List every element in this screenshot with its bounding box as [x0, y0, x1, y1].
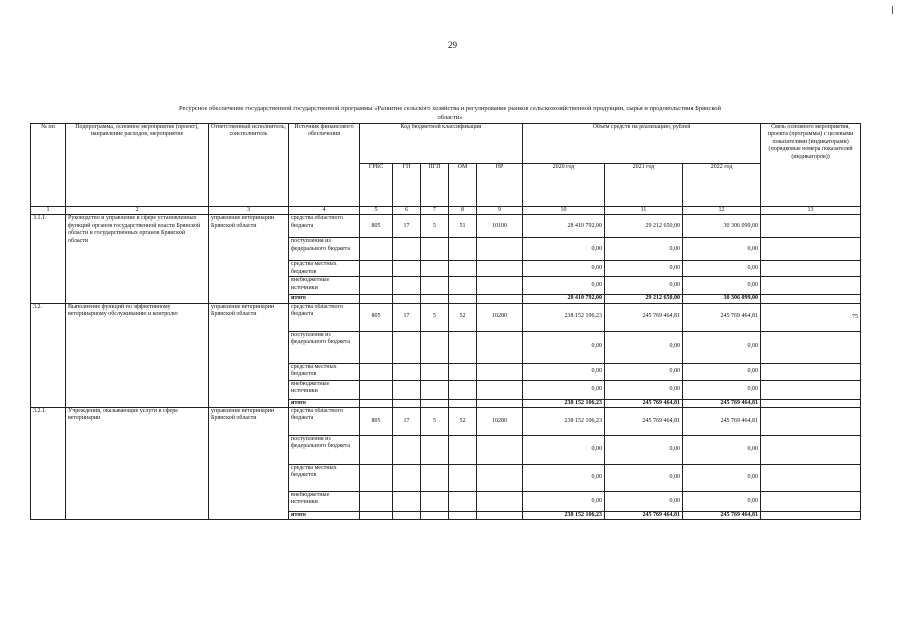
- budget-code-pgp: [421, 492, 449, 512]
- row-number: 3.1.1.: [31, 215, 66, 303]
- responsible-executor: управление ветеринарии Брянской области: [209, 408, 289, 520]
- amount-2020: 28 410 792,00: [523, 215, 605, 238]
- budget-code-grbs: 805: [360, 215, 393, 238]
- amount-2022: 245 769 464,81: [683, 399, 761, 407]
- document-title: Ресурсное обеспечение государственной государственной программы «Развитие сельского хозяйства и регулирование рынков сельскохозяйственной продукции, сырья и продовольствия Брянской области»: [178, 105, 722, 121]
- header-responsible: Ответственный исполнитель, соисполнитель: [209, 124, 289, 207]
- table-row: [31, 215, 861, 238]
- header-nr: НР: [477, 164, 523, 207]
- budget-code-grbs: [360, 331, 393, 363]
- amount-2022: 0,00: [683, 492, 761, 512]
- budget-code-om: [449, 238, 477, 261]
- budget-code-nr: [477, 238, 523, 261]
- amount-2021: 245 769 464,81: [605, 512, 683, 520]
- amount-2022: 0,00: [683, 465, 761, 492]
- budget-code-om: [449, 261, 477, 277]
- measure-name: Выполнение функций по эффективному ветеринарному обслуживанию и контролю: [66, 303, 209, 407]
- budget-code-nr: [477, 331, 523, 363]
- header-budget-code: Код бюджетной классификации: [360, 124, 523, 164]
- column-number: 7: [421, 207, 449, 215]
- amount-2022: 245 769 464,81: [683, 408, 761, 436]
- budget-code-om: 52: [449, 408, 477, 436]
- budget-code-pgp: [421, 436, 449, 465]
- column-number: 5: [360, 207, 393, 215]
- funding-source: итого: [289, 295, 360, 303]
- budget-code-grbs: [360, 380, 393, 399]
- budget-code-grbs: [360, 399, 393, 407]
- funding-source: средства областного бюджета: [289, 408, 360, 436]
- indicator-link-empty: [761, 492, 861, 512]
- amount-2022: 0,00: [683, 436, 761, 465]
- budget-code-pgp: 5: [421, 215, 449, 238]
- amount-2020: 238 152 106,23: [523, 399, 605, 407]
- row-number: 3.2.: [31, 303, 66, 407]
- budget-code-grbs: [360, 238, 393, 261]
- budget-code-nr: 10280: [477, 408, 523, 436]
- indicator-link-empty: [761, 363, 861, 380]
- budget-code-om: [449, 363, 477, 380]
- amount-2022: 0,00: [683, 277, 761, 295]
- header-year-2021: 2021 год: [605, 164, 683, 207]
- amount-2022: 0,00: [683, 261, 761, 277]
- funding-source: поступления из федерального бюджета: [289, 436, 360, 465]
- budget-code-nr: [477, 512, 523, 520]
- amount-2021: 245 769 464,81: [605, 303, 683, 331]
- indicator-link-empty: [761, 380, 861, 399]
- table-body: [31, 215, 861, 520]
- amount-2021: 0,00: [605, 380, 683, 399]
- funding-source: внебюджетные источники: [289, 492, 360, 512]
- funding-source: поступления из федерального бюджета: [289, 238, 360, 261]
- funding-source: средства областного бюджета: [289, 303, 360, 331]
- budget-code-nr: [477, 399, 523, 407]
- budget-code-nr: [477, 492, 523, 512]
- budget-code-pgp: [421, 512, 449, 520]
- amount-2020: 0,00: [523, 261, 605, 277]
- amount-2021: 0,00: [605, 261, 683, 277]
- amount-2021: 0,00: [605, 277, 683, 295]
- amount-2022: 30 306 099,00: [683, 215, 761, 238]
- column-number: 6: [393, 207, 421, 215]
- column-number: 11: [605, 207, 683, 215]
- funding-source: внебюджетные источники: [289, 380, 360, 399]
- header-om: ОМ: [449, 164, 477, 207]
- funding-source: поступления из федерального бюджета: [289, 331, 360, 363]
- budget-code-grbs: [360, 295, 393, 303]
- header-source: Источник финансового обеспечения: [289, 124, 360, 207]
- budget-code-pgp: [421, 295, 449, 303]
- budget-code-gp: [393, 492, 421, 512]
- funding-source: итого: [289, 399, 360, 407]
- amount-2020: 0,00: [523, 492, 605, 512]
- header-gp: ГП: [393, 164, 421, 207]
- budget-code-om: [449, 492, 477, 512]
- amount-2020: 0,00: [523, 363, 605, 380]
- indicator-link-empty: [761, 295, 861, 303]
- header-indicator-link: Связь основного мероприятия, проекта (программы) с целевыми показателями (индикаторами) (порядковые номера показателей (индикаторов)): [761, 124, 861, 207]
- budget-code-gp: [393, 436, 421, 465]
- indicator-link-empty: [761, 238, 861, 261]
- budget-code-nr: [477, 261, 523, 277]
- budget-code-nr: [477, 363, 523, 380]
- amount-2021: 29 212 650,00: [605, 215, 683, 238]
- column-number: 4: [289, 207, 360, 215]
- page-number: 29: [448, 40, 457, 50]
- budget-code-om: [449, 295, 477, 303]
- header-pgp: ПГП: [421, 164, 449, 207]
- budget-code-grbs: [360, 277, 393, 295]
- amount-2020: 238 152 106,23: [523, 408, 605, 436]
- budget-code-grbs: [360, 436, 393, 465]
- indicator-link: [761, 215, 861, 238]
- budget-code-om: [449, 380, 477, 399]
- budget-code-pgp: 5: [421, 303, 449, 331]
- budget-code-om: [449, 465, 477, 492]
- budget-code-pgp: [421, 331, 449, 363]
- budget-code-grbs: [360, 465, 393, 492]
- column-number-row: [31, 207, 861, 215]
- amount-2020: 0,00: [523, 238, 605, 261]
- header-volume: Объем средств на реализацию, рублей: [523, 124, 761, 164]
- row-number: 3.2.1.: [31, 408, 66, 520]
- budget-code-pgp: [421, 363, 449, 380]
- indicator-link-empty: [761, 331, 861, 363]
- amount-2020: 238 152 106,23: [523, 303, 605, 331]
- indicator-link-empty: [761, 465, 861, 492]
- budget-code-pgp: [421, 261, 449, 277]
- funding-source: средства местных бюджетов: [289, 465, 360, 492]
- budget-code-gp: [393, 238, 421, 261]
- column-number: 8: [449, 207, 477, 215]
- amount-2022: 245 769 464,81: [683, 512, 761, 520]
- budget-code-gp: [393, 512, 421, 520]
- indicator-link: [761, 408, 861, 436]
- amount-2021: 0,00: [605, 238, 683, 261]
- budget-code-om: [449, 331, 477, 363]
- column-number: 12: [683, 207, 761, 215]
- page-edge-mark: [892, 6, 893, 14]
- budget-code-pgp: 5: [421, 408, 449, 436]
- indicator-link-empty: [761, 436, 861, 465]
- indicator-link-empty: [761, 512, 861, 520]
- budget-code-gp: [393, 277, 421, 295]
- responsible-executor: управление ветеринарии Брянской области: [209, 303, 289, 407]
- amount-2022: 30 306 099,00: [683, 295, 761, 303]
- amount-2021: 0,00: [605, 363, 683, 380]
- indicator-link: 75: [761, 303, 861, 331]
- amount-2022: 245 769 464,81: [683, 303, 761, 331]
- amount-2020: 0,00: [523, 465, 605, 492]
- budget-code-om: [449, 436, 477, 465]
- budget-code-gp: [393, 465, 421, 492]
- budget-code-gp: 17: [393, 215, 421, 238]
- budget-code-gp: [393, 331, 421, 363]
- budget-code-pgp: [421, 465, 449, 492]
- measure-name: Учреждения, оказывающие услуги в сфере ветеринарии: [66, 408, 209, 520]
- indicator-link-empty: [761, 261, 861, 277]
- amount-2020: 0,00: [523, 436, 605, 465]
- budget-code-grbs: [360, 261, 393, 277]
- amount-2022: 0,00: [683, 363, 761, 380]
- budget-code-grbs: [360, 492, 393, 512]
- budget-code-gp: 17: [393, 408, 421, 436]
- budget-code-grbs: [360, 512, 393, 520]
- budget-code-grbs: 805: [360, 303, 393, 331]
- budget-code-grbs: [360, 363, 393, 380]
- column-number: 2: [66, 207, 209, 215]
- amount-2021: 0,00: [605, 465, 683, 492]
- funding-source: средства местных бюджетов: [289, 261, 360, 277]
- budget-code-nr: [477, 380, 523, 399]
- indicator-link-empty: [761, 277, 861, 295]
- budget-code-gp: [393, 399, 421, 407]
- budget-code-om: 52: [449, 303, 477, 331]
- budget-code-nr: 10100: [477, 215, 523, 238]
- budget-code-pgp: [421, 380, 449, 399]
- amount-2020: 28 410 792,00: [523, 295, 605, 303]
- amount-2020: 0,00: [523, 331, 605, 363]
- amount-2022: 0,00: [683, 238, 761, 261]
- funding-source: средства областного бюджета: [289, 215, 360, 238]
- measure-name: Руководство и управление в сфере установленных функций органов государственной власти Брянской области и государственных органов Брянской области: [66, 215, 209, 303]
- budget-code-gp: [393, 363, 421, 380]
- funding-source: итого: [289, 512, 360, 520]
- budget-code-nr: [477, 295, 523, 303]
- amount-2020: 0,00: [523, 380, 605, 399]
- table-row: [31, 303, 861, 331]
- funding-source: средства местных бюджетов: [289, 363, 360, 380]
- funding-source: внебюджетные источники: [289, 277, 360, 295]
- budget-code-nr: [477, 465, 523, 492]
- budget-code-gp: 17: [393, 303, 421, 331]
- amount-2021: 245 769 464,81: [605, 408, 683, 436]
- resource-table: [30, 123, 861, 520]
- amount-2022: 0,00: [683, 331, 761, 363]
- column-number: 13: [761, 207, 861, 215]
- amount-2021: 29 212 650,00: [605, 295, 683, 303]
- table-row: [31, 408, 861, 436]
- column-number: 10: [523, 207, 605, 215]
- amount-2020: 238 152 106,23: [523, 512, 605, 520]
- budget-code-gp: [393, 295, 421, 303]
- indicator-link-empty: [761, 399, 861, 407]
- budget-code-om: [449, 399, 477, 407]
- budget-code-pgp: [421, 238, 449, 261]
- budget-code-pgp: [421, 277, 449, 295]
- responsible-executor: управление ветеринарии Брянской области: [209, 215, 289, 303]
- header-program: Подпрограмма, основное мероприятие (проект), направление расходов, мероприятие: [66, 124, 209, 207]
- budget-code-nr: 10280: [477, 303, 523, 331]
- column-number: 9: [477, 207, 523, 215]
- budget-code-om: [449, 277, 477, 295]
- column-number: 3: [209, 207, 289, 215]
- budget-code-gp: [393, 380, 421, 399]
- budget-code-grbs: 805: [360, 408, 393, 436]
- amount-2021: 0,00: [605, 331, 683, 363]
- header-grbs: ГРБС: [360, 164, 393, 207]
- budget-code-gp: [393, 261, 421, 277]
- budget-code-om: 51: [449, 215, 477, 238]
- header-year-2022: 2022 год: [683, 164, 761, 207]
- amount-2021: 0,00: [605, 436, 683, 465]
- budget-code-nr: [477, 277, 523, 295]
- header-num: № пп: [31, 124, 66, 207]
- amount-2021: 0,00: [605, 492, 683, 512]
- budget-code-nr: [477, 436, 523, 465]
- amount-2022: 0,00: [683, 380, 761, 399]
- budget-code-om: [449, 512, 477, 520]
- column-number: 1: [31, 207, 66, 215]
- amount-2020: 0,00: [523, 277, 605, 295]
- budget-code-pgp: [421, 399, 449, 407]
- amount-2021: 245 769 464,81: [605, 399, 683, 407]
- header-year-2020: 2020 год: [523, 164, 605, 207]
